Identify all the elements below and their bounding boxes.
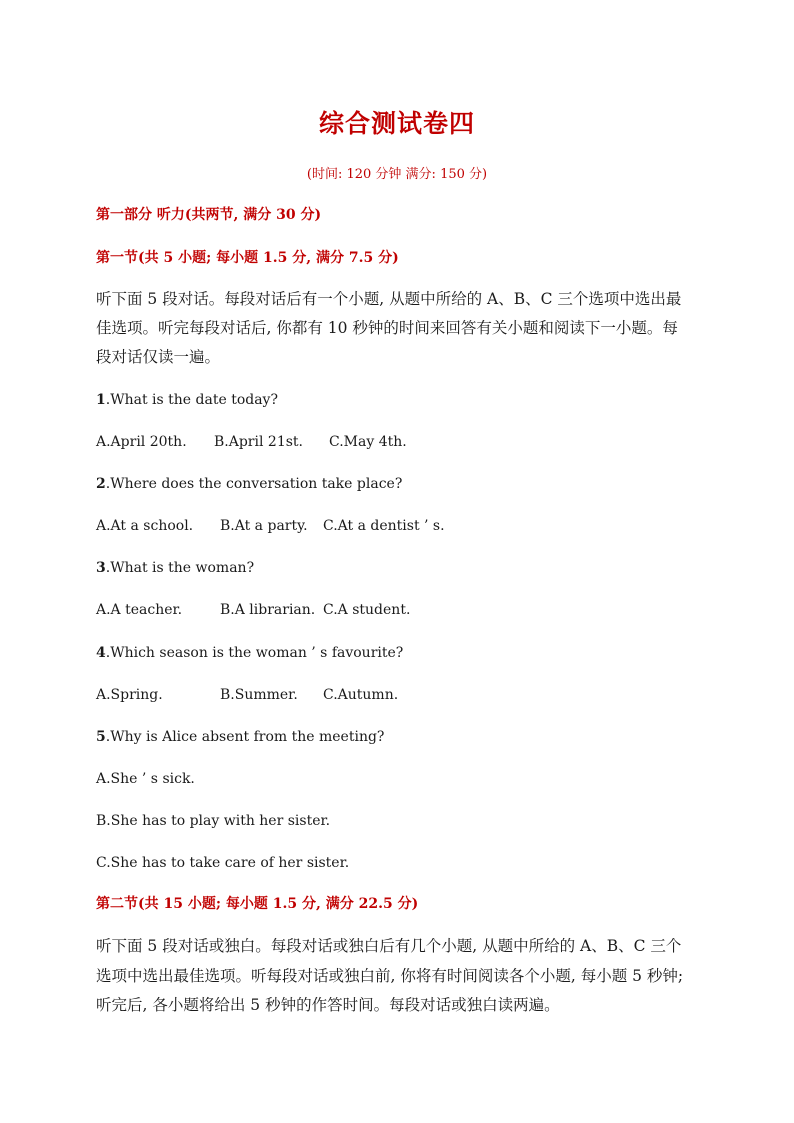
exam-time-score: (时间: 120 分钟 满分: 150 分) xyxy=(306,167,488,182)
option-c: C.Autumn. xyxy=(323,687,399,703)
section-two-heading: 第二节(共 15 小题; 每小题 1.5 分, 满分 22.5 分) xyxy=(96,896,419,912)
option-b: B.Summer. xyxy=(220,687,298,703)
question-5-option-a: A.She ’ s sick. xyxy=(96,771,195,787)
question-3-options xyxy=(96,600,410,620)
question-1 xyxy=(96,390,278,410)
question-number: 5 xyxy=(96,729,106,745)
section-one-instruction-line-1: 听下面 5 段对话。每段对话后有一个小题, 从题中所给的 A、B、C 三个选项中选出最 xyxy=(96,290,682,308)
question-2 xyxy=(96,474,402,494)
section-two-instruction-line-1: 听下面 5 段对话或独白。每段对话或独白后有几个小题, 从题中所给的 A、B、C 三个 xyxy=(96,937,682,955)
option-b: B.A librarian. xyxy=(220,602,316,618)
question-5 xyxy=(96,727,384,747)
option-a: A.A teacher. xyxy=(96,602,183,618)
option-c: C.A student. xyxy=(323,602,411,618)
question-5-option-b: B.She has to play with her sister. xyxy=(96,813,331,829)
question-text: .Why is Alice absent from the meeting? xyxy=(105,729,385,745)
question-5-option-c: C.She has to take care of her sister. xyxy=(96,855,350,871)
question-text: .Which season is the woman ’ s favourite? xyxy=(105,645,404,661)
question-number: 4 xyxy=(96,645,106,661)
option-c: C.At a dentist ’ s. xyxy=(323,518,445,534)
exam-title: 综合测试卷四 xyxy=(318,109,475,138)
question-number: 1 xyxy=(96,392,106,408)
question-text: .What is the woman? xyxy=(105,560,255,576)
part-one-heading: 第一部分 听力(共两节, 满分 30 分) xyxy=(96,207,322,223)
question-number: 3 xyxy=(96,560,106,576)
question-text: .Where does the conversation take place? xyxy=(105,476,403,492)
section-one-instruction-line-2: 佳选项。听完每段对话后, 你都有 10 秒钟的时间来回答有关小题和阅读下一小题。每 xyxy=(96,319,678,337)
option-a: A.At a school. xyxy=(96,518,194,534)
question-text: .What is the date today? xyxy=(105,392,278,408)
section-one-instruction-line-3: 段对话仅读一遍。 xyxy=(96,348,221,366)
question-1-options xyxy=(96,432,407,452)
option-c: C.May 4th. xyxy=(329,434,407,450)
section-two-instruction-line-3: 听完后, 各小题将给出 5 秒钟的作答时间。每段对话或独白读两遍。 xyxy=(96,996,560,1014)
question-number: 2 xyxy=(96,476,106,492)
question-2-options xyxy=(96,516,445,536)
option-b: B.At a party. xyxy=(220,518,308,534)
section-one-heading: 第一节(共 5 小题; 每小题 1.5 分, 满分 7.5 分) xyxy=(96,250,399,266)
question-4-options xyxy=(96,685,398,705)
question-4 xyxy=(96,643,403,663)
option-a: A.April 20th. xyxy=(96,434,187,450)
option-a: A.Spring. xyxy=(96,687,163,703)
question-3 xyxy=(96,558,254,578)
option-b: B.April 21st. xyxy=(214,434,303,450)
section-two-instruction-line-2: 选项中选出最佳选项。听每段对话或独白前, 你将有时间阅读各个小题, 每小题 5 秒钟; xyxy=(96,967,684,985)
